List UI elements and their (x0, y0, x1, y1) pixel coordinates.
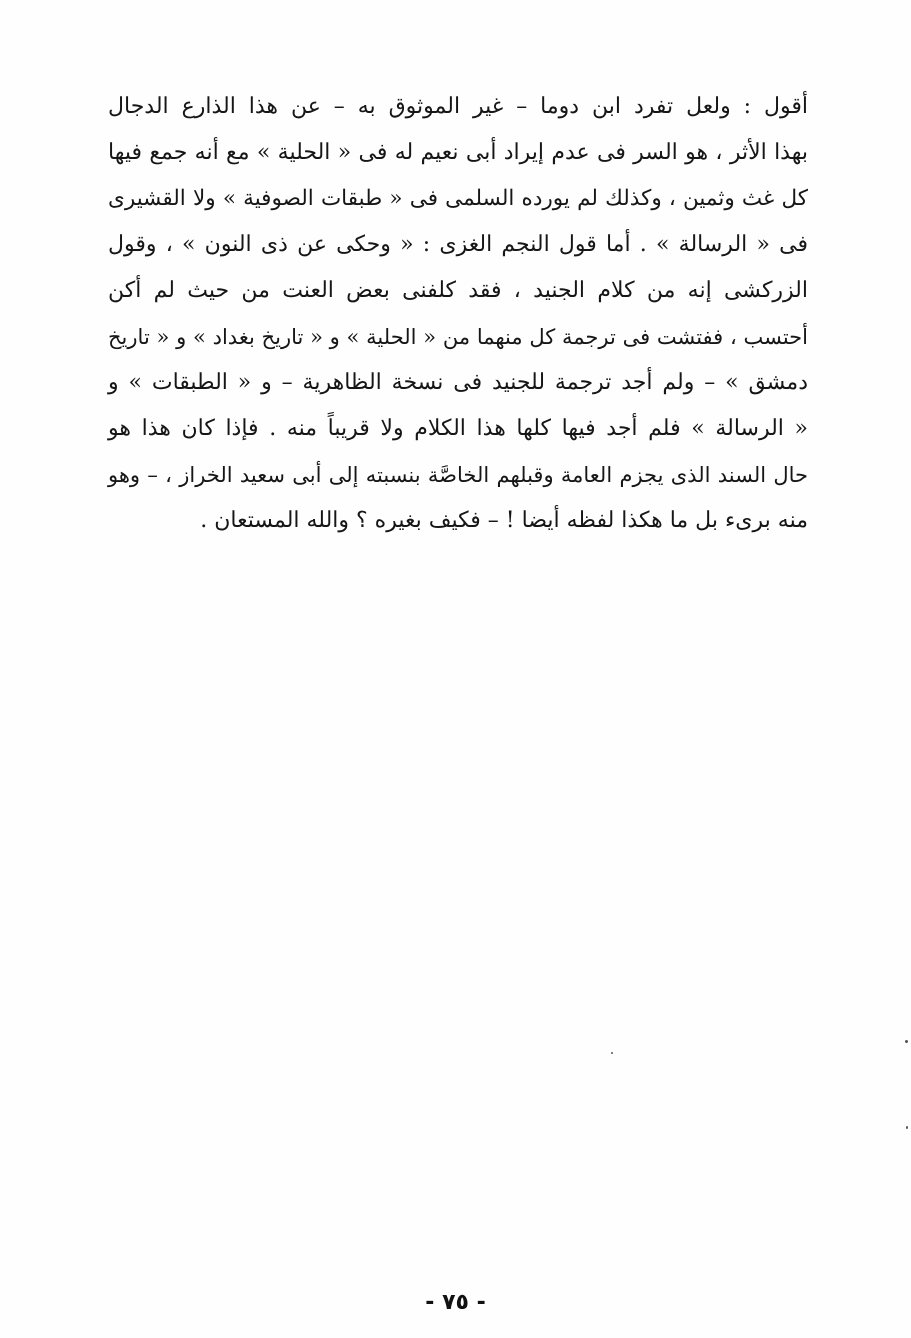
page-number: - ٧٥ - (425, 1290, 486, 1315)
text-line: أحتسب ، ففتشت فى ترجمة كل منهما من « الحلية » و « تاريخ بغداد » و « تاريخ (108, 325, 808, 349)
body-paragraph (108, 84, 808, 544)
scan-speck (905, 1040, 908, 1043)
text-line: كل غث وثمين ، وكذلك لم يورده السلمى فى « طبقات الصوفية » ولا القشيرى (108, 186, 808, 211)
text-line: « الرسالة » فلم أجد فيها كلها هذا الكلام ولا قريباً منه . فإذا كان هذا هو (108, 416, 808, 441)
text-line: دمشق » – ولم أجد ترجمة للجنيد فى نسخة الظاهرية – و « الطبقات » و (108, 370, 808, 395)
scan-speck (611, 1052, 613, 1054)
text-line: الزركشى إنه من كلام الجنيد ، فقد كلفنى بعض العنت من حيث لم أكن (108, 278, 808, 303)
text-line: فى « الرسالة » . أما قول النجم الغزى : « وحكى عن ذى النون » ، وقول (108, 232, 808, 257)
text-line: منه برىء بل ما هكذا لفظه أيضا ! – فكيف بغيره ؟ والله المستعان . (200, 508, 808, 533)
text-line: أقول : ولعل تفرد ابن دوما – غير الموثوق به – عن هذا الذارع الدجال (108, 94, 808, 119)
text-line: حال السند الذى يجزم العامة وقبلهم الخاصَّة بنسبته إلى أبى سعيد الخراز ، – وهو (108, 463, 808, 487)
scan-speck (906, 1126, 908, 1129)
text-line: بهذا الأثر ، هو السر فى عدم إيراد أبى نعيم له فى « الحلية » مع أنه جمع فيها (108, 140, 808, 165)
